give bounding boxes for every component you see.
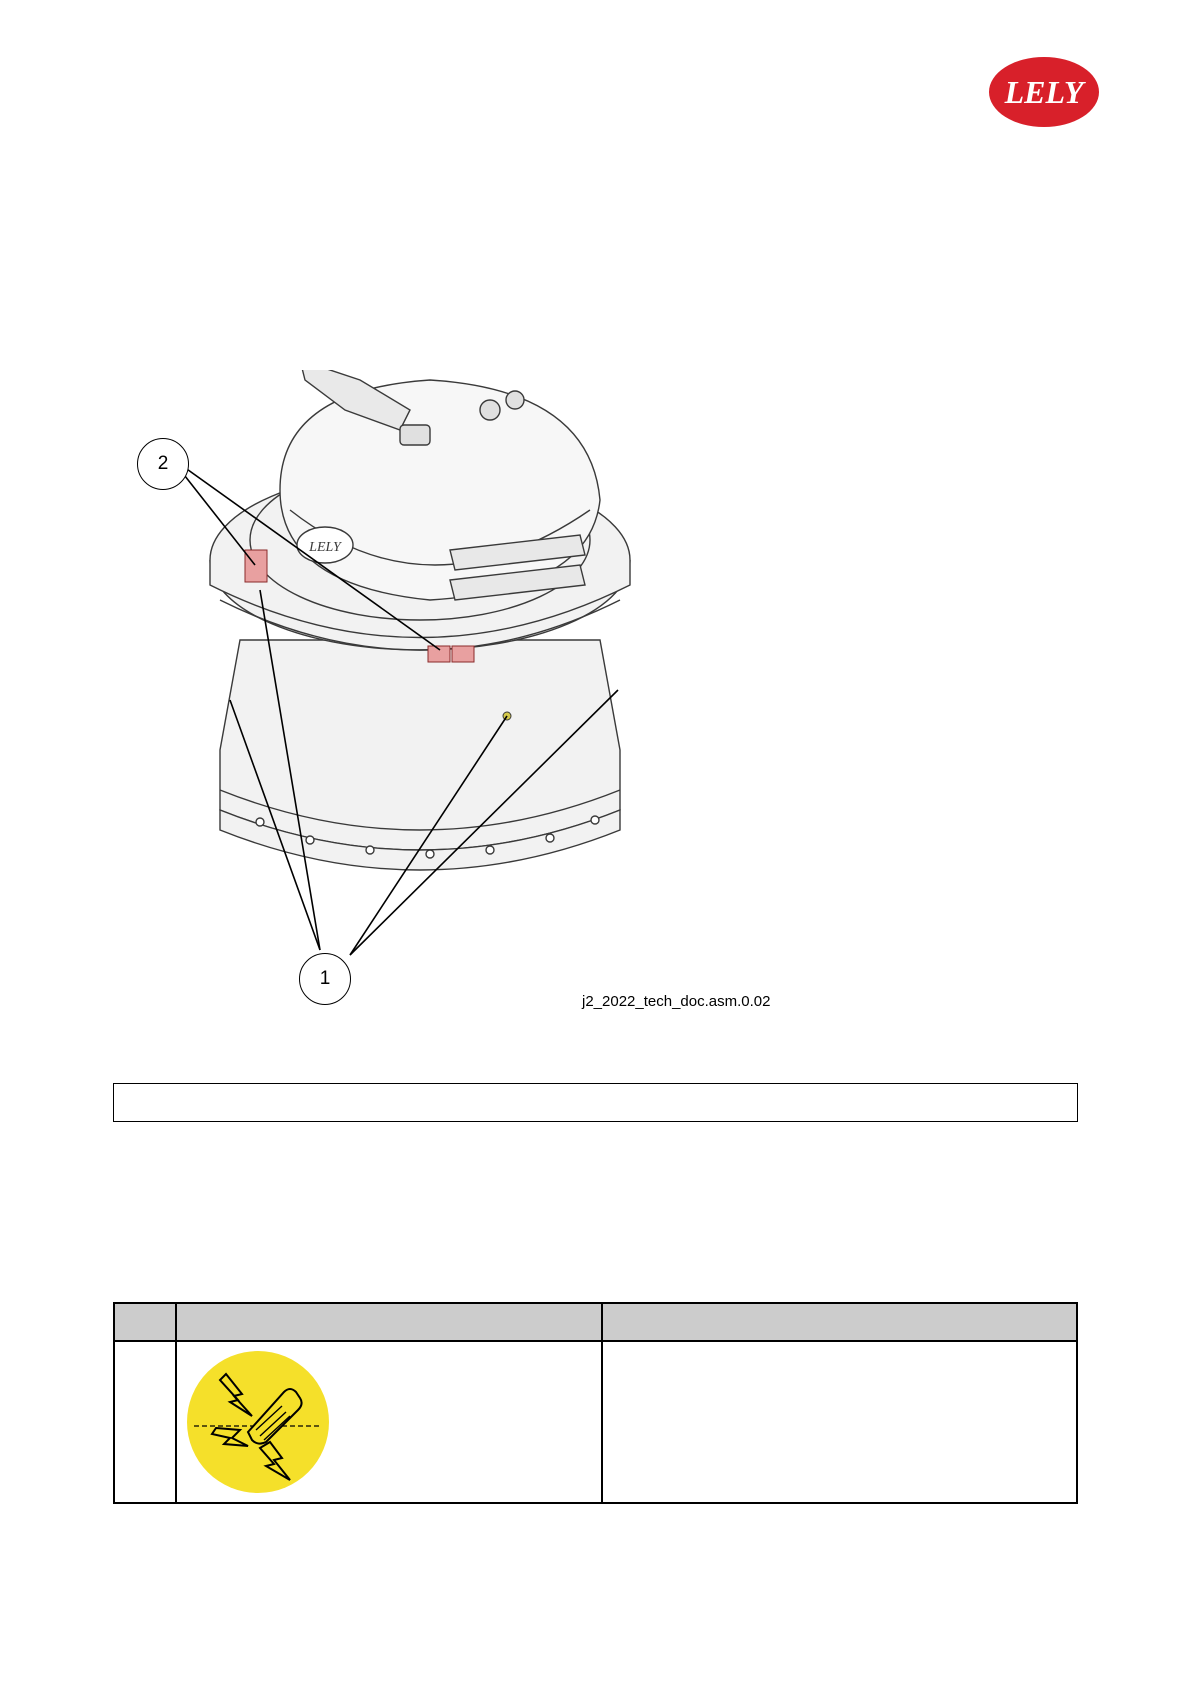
unit-technical-drawing bbox=[130, 370, 710, 1010]
header-decal bbox=[176, 1303, 602, 1341]
callout-2-label: 2 bbox=[157, 453, 169, 474]
figure-caption: j2_2022_tech_doc.asm.0.02 bbox=[582, 993, 771, 1010]
electric-shock-hand-icon bbox=[186, 1350, 330, 1494]
callout-1-label: 1 bbox=[319, 968, 331, 989]
row-description bbox=[602, 1341, 1077, 1503]
callout-1 bbox=[299, 953, 351, 1005]
svg-text:LELY: LELY bbox=[309, 540, 341, 555]
table-row bbox=[114, 1341, 1077, 1503]
svg-text:LELY: LELY bbox=[1004, 74, 1084, 110]
empty-caption-box bbox=[113, 1083, 1078, 1122]
row-decal bbox=[176, 1341, 602, 1503]
table-header-row bbox=[114, 1303, 1077, 1341]
callout-2 bbox=[137, 438, 189, 490]
decal-table bbox=[113, 1302, 1078, 1504]
row-number bbox=[114, 1341, 176, 1503]
header-number bbox=[114, 1303, 176, 1341]
header-description bbox=[602, 1303, 1077, 1341]
lely-logo bbox=[988, 56, 1100, 128]
